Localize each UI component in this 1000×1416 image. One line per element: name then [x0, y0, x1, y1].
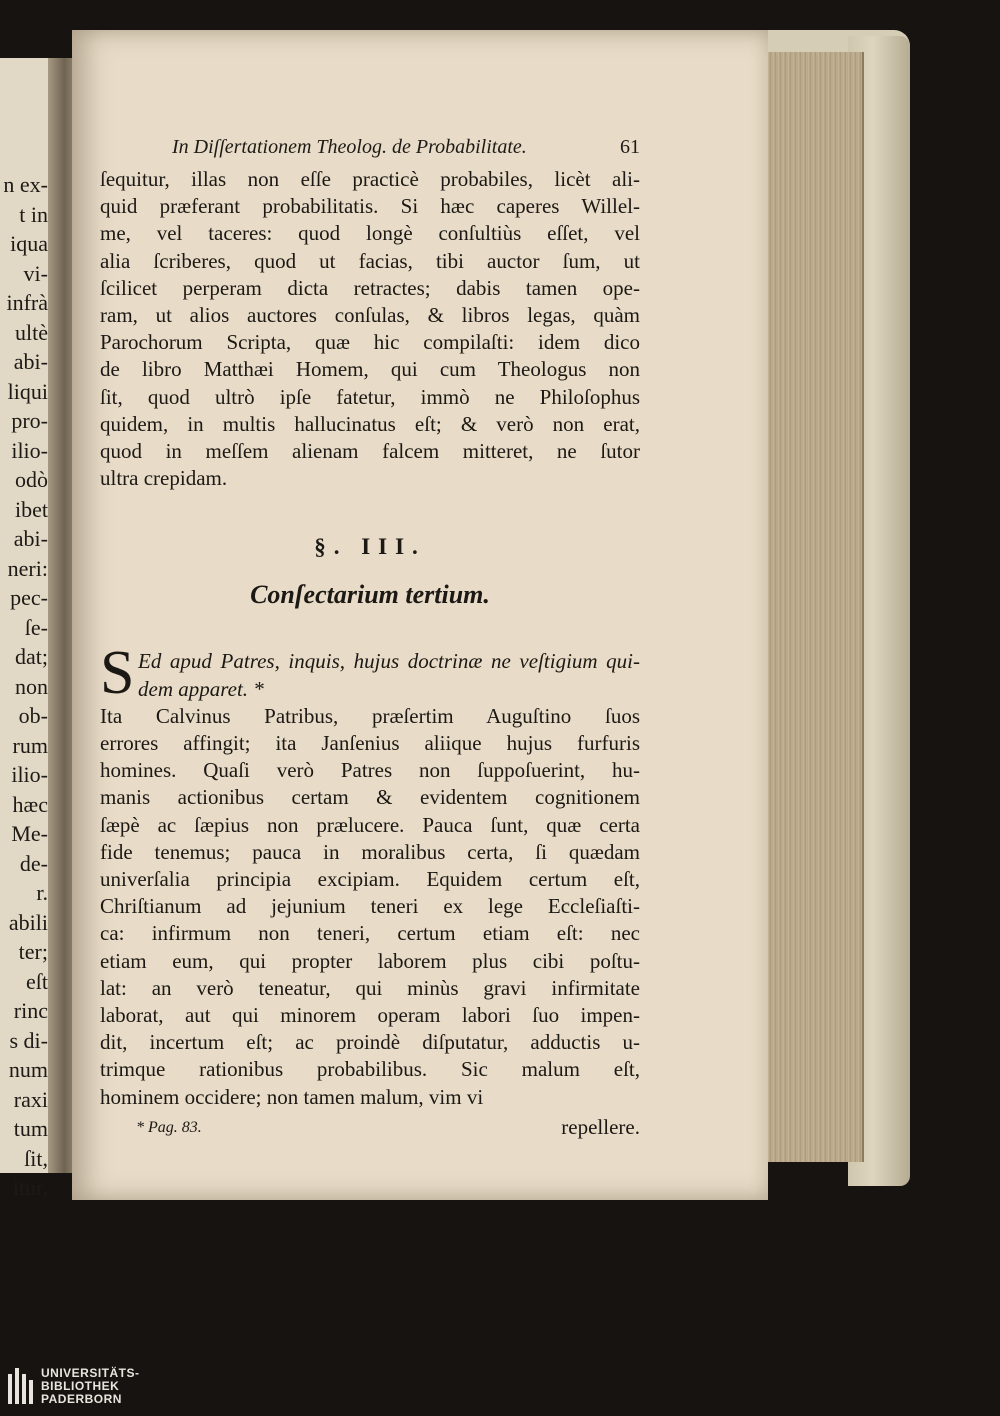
quote-block: [100, 639, 640, 708]
left-line-fragment: ibet: [15, 496, 48, 522]
text-line: ſit, quod ultrò ipſe fatetur, immò ne Philoſophus: [100, 384, 640, 409]
text-line: Chriſtianum ad jejunium teneri ex lege Eccleſiaſti-: [100, 894, 640, 919]
quote-lines: [138, 648, 640, 702]
text-line: ca: infirmum non teneri, certum etiam eſt: nec: [100, 921, 640, 946]
text-line: quidem, in multis hallucinatus eſt; & verò non erat,: [100, 411, 640, 436]
text-line: alia ſcriberes, quod ut facias, tibi auctor ſum, ut: [100, 248, 640, 273]
page-header: [100, 134, 640, 166]
left-line-fragment: ob-: [18, 703, 48, 728]
library-logo-icon: [8, 1368, 33, 1404]
text-line: ſcilicet perperam dicta retractes; dabis tamen ope-: [100, 275, 640, 300]
left-line-fragment: raxi: [13, 1086, 48, 1112]
left-line-fragment: pro-: [11, 408, 48, 433]
left-line-fragment: Me-: [11, 821, 48, 846]
catchword: repellere.: [561, 1114, 640, 1139]
left-line-fragment: num: [8, 1057, 48, 1082]
left-page-fragment: [0, 58, 52, 1200]
text-line: quod in meſſem alienam falcem mitteret, ne ſutor: [100, 439, 640, 464]
text-line: univerſalia principia excipiam. Equidem certum eſt,: [100, 867, 640, 892]
left-line-fragment: r.: [36, 880, 48, 905]
text-line: Parochorum Scripta, quæ hic compilaſti: idem dico: [100, 330, 640, 355]
text-line: etiam eum, qui propter laborem plus cibi poſtu-: [100, 948, 640, 973]
left-line-fragment: infrà: [6, 290, 48, 315]
text-line: homines. Quaſi verò Patres non ſuppoſuerint, hu-: [100, 758, 640, 783]
left-line-fragment: abili: [8, 909, 48, 935]
left-line-fragment: t in: [19, 201, 48, 227]
footnote: * Pag. 83.: [136, 1118, 202, 1136]
text-line: trimque rationibus probabilibus. Sic malum eſt,: [100, 1057, 640, 1082]
left-line-fragment: de-: [19, 850, 48, 876]
text-line: Ed apud Patres, inquis, hujus doctrinæ ne veſtigium qui-: [138, 649, 640, 674]
left-line-fragment: ſit,: [24, 1145, 48, 1171]
text-line: laborat, aut qui minorem operam labori ſuo impen-: [100, 1003, 640, 1028]
section-title: Conſectarium tertium.: [250, 580, 490, 610]
left-line-fragment: neri:: [7, 555, 48, 581]
left-line-fragment: s di-: [9, 1027, 48, 1053]
running-head: In Diſſertationem Theolog. de Probabilitate.: [172, 136, 527, 158]
page-edges: [762, 52, 864, 1162]
text-line: de libro Matthæi Homem, qui cum Theologus non: [100, 357, 640, 382]
text-line: manis actionibus certam & evidentem cognitionem: [100, 785, 640, 810]
left-line-fragment: abi-: [13, 526, 48, 551]
paragraph-1: [100, 166, 640, 492]
text-line: fide tenemus; pauca in moralibus certa, ſi quædam: [100, 839, 640, 864]
left-line-fragment: itur,: [12, 1175, 48, 1200]
text-line: hominem occidere; non tamen malum, vim vi: [100, 1084, 484, 1109]
paragraph-2: [100, 703, 640, 1111]
left-line-fragment: liqui: [7, 378, 48, 404]
left-line-fragment: ter;: [18, 939, 48, 964]
left-line-fragment: rinc: [13, 998, 48, 1023]
page-footer: [100, 1113, 640, 1143]
text-line: ultra crepidam.: [100, 466, 228, 491]
text-line: ram, ut alios auctores conſulas, & libros legas, quàm: [100, 303, 640, 328]
left-line-fragment: rum: [12, 732, 48, 758]
left-line-fragment: ſe-: [24, 614, 48, 640]
left-line-fragment: non: [15, 673, 48, 699]
text-line: errores affingit; ita Janſenius aliique hujus furfuris: [100, 731, 640, 756]
left-line-fragment: ultè: [15, 319, 48, 345]
page-number: 61: [620, 136, 640, 158]
text-line: me, vel taceres: quod longè conſultiùs eſſet, vel: [100, 221, 640, 246]
logo-line-1: UNIVERSITÄTS-: [41, 1365, 140, 1380]
text-line: dit, incertum eſt; ac proindè diſputatur, adductis u-: [100, 1030, 640, 1055]
left-line-fragment: hæc: [12, 791, 48, 817]
left-line-fragment: vi-: [23, 260, 48, 286]
left-line-fragment: ilio-: [11, 437, 48, 463]
left-page-lines: [3, 170, 48, 1203]
logo-line-2: BIBLIOTHEK: [41, 1378, 120, 1393]
text-line: Ita Calvinus Patribus, præſertim Auguſtino ſuos: [100, 703, 640, 728]
left-line-fragment: pec-: [10, 585, 48, 610]
left-line-fragment: abi-: [13, 349, 48, 374]
left-line-fragment: odò: [15, 467, 48, 492]
text-line: quid præferant probabilitatis. Si hæc caperes Willel-: [100, 194, 640, 219]
drop-cap: S: [100, 639, 135, 708]
left-line-fragment: eſt: [26, 968, 48, 994]
left-line-fragment: n ex-: [3, 172, 48, 197]
library-logo-text: [41, 1367, 140, 1406]
text-line: lat: an verò teneatur, qui minùs gravi infirmitate: [100, 975, 640, 1000]
page-text-block: [100, 134, 640, 1143]
text-line: ſæpè ac ſæpius non prælucere. Pauca ſunt, quæ certa: [100, 812, 640, 837]
section-mark: §. III.: [314, 534, 426, 560]
left-line-fragment: iqua: [10, 231, 48, 256]
left-line-fragment: ilio-: [11, 762, 48, 787]
logo-line-3: PADERBORN: [41, 1391, 122, 1406]
left-line-fragment: dat;: [15, 644, 48, 669]
library-logo: [8, 1364, 140, 1408]
text-line: dem apparet. *: [138, 676, 264, 701]
text-line: ſequitur, illas non eſſe practicè probabiles, licèt ali-: [100, 167, 640, 191]
left-line-fragment: tum: [13, 1116, 48, 1141]
